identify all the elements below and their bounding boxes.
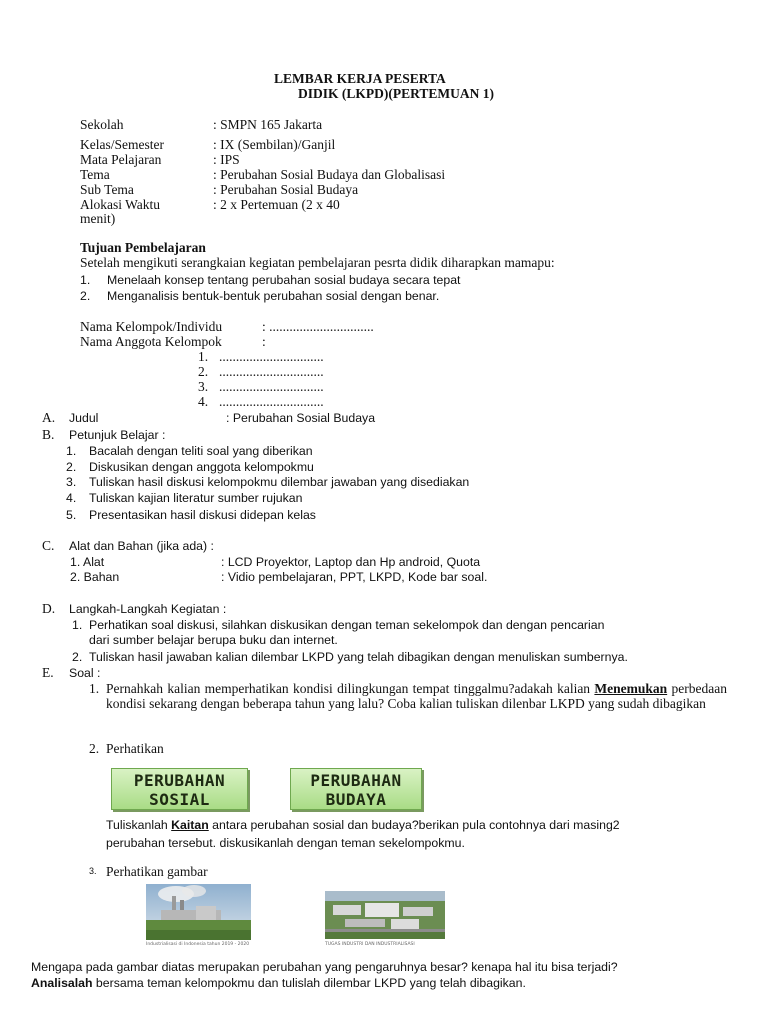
petunjuk-5-num: 5. (66, 508, 77, 522)
section-a-letter: A. (42, 410, 56, 425)
soal-2-num: 2. (89, 741, 100, 756)
langkah-2-text: Tuliskan hasil jawaban kalian dilembar LKPD yang telah dibagikan dengan menuliskan sumbernya. (89, 650, 628, 664)
member-2-field[interactable]: ............................... (219, 364, 324, 379)
member-2-num: 2. (198, 364, 209, 379)
industrial-park-photo (325, 891, 445, 939)
petunjuk-2-num: 2. (66, 460, 77, 474)
section-a-value: : Perubahan Sosial Budaya (226, 411, 376, 425)
perubahan-budaya-line-2: BUDAYA (325, 790, 387, 809)
kelompok-anggota-label: Nama Anggota Kelompok (80, 334, 222, 349)
closing-line-2-post: bersama teman kelompokmu dan tulislah dilembar LKPD yang telah dibagikan. (92, 976, 526, 990)
soal-1-keyword: Menemukan (594, 681, 668, 696)
petunjuk-3-num: 3. (66, 475, 77, 489)
perubahan-budaya-box (290, 768, 422, 810)
petunjuk-2-text: Diskusikan dengan anggota kelompokmu (89, 460, 314, 474)
member-4-num: 4. (198, 394, 209, 409)
kelompok-nama-field[interactable]: : ............................... (262, 319, 374, 334)
section-c-letter: C. (42, 538, 55, 553)
section-e-label: Soal : (69, 666, 101, 680)
member-1-num: 1. (198, 349, 209, 364)
closing-keyword: Analisalah (31, 976, 93, 990)
tujuan-item-2-num: 2. (80, 289, 91, 303)
bahan-value: : Vidio pembelajaran, PPT, LKPD, Kode bar soal. (221, 570, 488, 584)
factory-photo (146, 884, 251, 940)
title-line-2: DIDIK (LKPD)(PERTEMUAN 1) (298, 86, 495, 101)
section-e-letter: E. (42, 665, 54, 680)
langkah-1-num: 1. (72, 618, 83, 632)
soal-1-text-pre: Pernahkah kalian memperhatikan kondisi dilingkungan tempat tinggalmu?adakah kalian (106, 681, 595, 696)
soal-2-body-post: antara perubahan sosial dan budaya?berikan pula contohnya dari masing2 (208, 818, 620, 832)
petunjuk-3-text: Tuliskan hasil diskusi kelompokmu dilembar jawaban yang disediakan (89, 475, 470, 489)
soal-2-keyword: Kaitan (171, 818, 209, 832)
perubahan-sosial-line-2: SOSIAL (149, 790, 210, 809)
member-3-num: 3. (198, 379, 209, 394)
identity-label-sekolah: Sekolah (80, 117, 124, 132)
perubahan-sosial-box (111, 768, 248, 810)
tujuan-item-1-text: Menelaah konsep tentang perubahan sosial budaya secara tepat (107, 273, 461, 287)
member-3-field[interactable]: ............................... (219, 379, 324, 394)
perubahan-budaya-line-1: PERUBAHAN (310, 771, 402, 790)
identity-label-kelas: Kelas/Semester (80, 137, 164, 152)
section-a-label: Judul (69, 411, 99, 425)
alat-value: : LCD Proyektor, Laptop dan Hp android, Quota (221, 555, 481, 569)
tujuan-item-1-num: 1. (80, 273, 91, 287)
identity-label-alokasi: Alokasi Waktu (80, 197, 161, 212)
tujuan-item-2-text: Menganalisis bentuk-bentuk perubahan sosial dengan benar. (107, 289, 440, 303)
soal-2-text: Perhatikan (106, 741, 164, 756)
bahan-label: 2. Bahan (70, 570, 120, 584)
industrial-park-photo-graphic (325, 891, 445, 939)
petunjuk-1-text: Bacalah dengan teliti soal yang diberikan (89, 444, 313, 458)
closing-line-1: Mengapa pada gambar diatas merupakan perubahan yang pengaruhnya besar? kenapa hal itu bisa terjadi? (31, 960, 618, 974)
identity-value-mapel: : IPS (213, 152, 240, 167)
soal-3-num: 3. (89, 866, 97, 876)
member-4-field[interactable]: ............................... (219, 394, 324, 409)
section-c-label: Alat dan Bahan (jika ada) : (69, 539, 214, 553)
identity-value-subtema: : Perubahan Sosial Budaya (213, 182, 359, 197)
petunjuk-4-num: 4. (66, 491, 77, 505)
kelompok-anggota-colon: : (262, 334, 266, 349)
soal-1-paragraph (106, 681, 727, 711)
soal-3-text: Perhatikan gambar (106, 864, 208, 879)
identity-value-kelas: : IX (Sembilan)/Ganjil (213, 137, 336, 152)
closing-line-2 (31, 976, 526, 990)
tujuan-heading: Tujuan Pembelajaran (80, 240, 206, 255)
perubahan-sosial-line-1: PERUBAHAN (133, 771, 226, 790)
identity-label-subtema: Sub Tema (80, 182, 134, 197)
factory-photo-caption: Industrialisasi di Indonesia tahun 2019 - 2020 (146, 942, 250, 947)
identity-value-tema: : Perubahan Sosial Budaya dan Globalisasi (213, 167, 446, 182)
petunjuk-4-text: Tuliskan kajian literatur sumber rujukan (89, 491, 303, 505)
industrial-park-photo-caption: TUGAS INDUSTRI DAN INDUSTRIALISASI (325, 942, 415, 947)
section-b-letter: B. (42, 427, 55, 442)
section-b-label: Petunjuk Belajar : (69, 428, 166, 442)
section-d-letter: D. (42, 601, 56, 616)
langkah-1-line-2: dari sumber belajar berupa buku dan internet. (89, 633, 338, 647)
identity-label-tema: Tema (80, 167, 110, 182)
soal-1-num: 1. (89, 681, 100, 696)
petunjuk-1-num: 1. (66, 444, 77, 458)
soal-1-text-post: perbedaan kondisi sekarang dengan beberapa tahun yang lalu? Coba kalian tuliskan dilenbar LKPD yang sudah dibagikan (106, 681, 727, 711)
identity-label-mapel: Mata Pelajaran (80, 152, 162, 167)
tujuan-intro: Setelah mengikuti serangkaian kegiatan pembelajaran pesrta didik diharapkan mamapu: (80, 255, 555, 270)
soal-2-body-pre: Tuliskanlah (106, 818, 172, 832)
identity-value-sekolah: : SMPN 165 Jakarta (213, 117, 323, 132)
petunjuk-5-text: Presentasikan hasil diskusi didepan kelas (89, 508, 316, 522)
alat-label: 1. Alat (70, 555, 105, 569)
kelompok-nama-label: Nama Kelompok/Individu (80, 319, 223, 334)
member-1-field[interactable]: ............................... (219, 349, 324, 364)
langkah-2-num: 2. (72, 650, 83, 664)
soal-2-body-line-1 (106, 818, 620, 832)
section-d-label: Langkah-Langkah Kegiatan : (69, 602, 227, 616)
langkah-1-line-1: Perhatikan soal diskusi, silahkan diskusikan dengan teman sekelompok dan dengan pencarian (89, 618, 605, 632)
factory-photo-graphic (146, 884, 251, 940)
identity-value-alokasi: : 2 x Pertemuan (2 x 40 (213, 197, 340, 212)
title-line-1: LEMBAR KERJA PESERTA (274, 71, 446, 86)
identity-label-menit: menit) (80, 211, 116, 226)
soal-2-body-line-2: perubahan tersebut. diskusikanlah dengan teman sekelompokmu. (106, 836, 465, 850)
